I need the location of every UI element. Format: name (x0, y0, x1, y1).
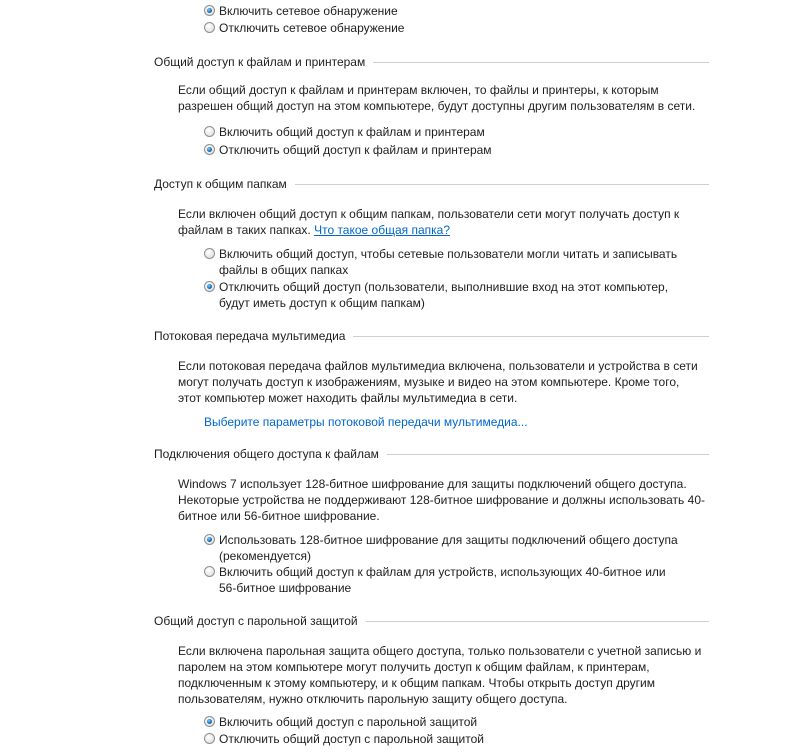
radio-label: Отключить общий доступ с парольной защитой (219, 732, 484, 746)
section-title: Подключения общего доступа к файлам (154, 447, 379, 461)
description-public-folder-sharing: Если включен общий доступ к общим папкам, пользователи сети могут получать доступ к файлам в таких папках. Что такое общая папка? (178, 207, 680, 237)
section-title: Потоковая передача мультимедиа (154, 329, 346, 343)
radio-disable-file-printer-sharing[interactable] (204, 142, 492, 158)
radio-enable-40-56bit-encryption[interactable] (204, 564, 666, 596)
radio-label: Включить общий доступ к файлам для устройств, использующих 40-битное или 56-битное шифрование (219, 565, 666, 595)
section-header-password-protected-sharing (154, 613, 709, 629)
radio-use-128bit-encryption[interactable] (204, 532, 678, 564)
radio-button-icon[interactable] (204, 22, 215, 33)
description-file-sharing-connections: Windows 7 использует 128-битное шифрование для защиты подключений общего доступа. Некоторые устройства не поддерживают 128-битное шифрование и должны использовать 40- битное или 56-битное шифрование. (178, 477, 705, 523)
radio-enable-public-folder-sharing[interactable] (204, 246, 677, 278)
radio-button-icon[interactable] (204, 126, 215, 137)
section-title: Общий доступ к файлам и принтерам (154, 55, 366, 69)
radio-button-icon[interactable] (204, 281, 215, 292)
radio-label: Включить общий доступ к файлам и принтерам (219, 125, 485, 139)
section-title: Общий доступ с парольной защитой (154, 614, 358, 628)
separator-line (353, 336, 709, 337)
radio-label: Отключить общий доступ (пользователи, выполнившие вход на этот компьютер, будут иметь доступ к общим папкам) (219, 280, 669, 310)
separator-line (373, 62, 709, 63)
radio-disable-network-discovery[interactable] (204, 20, 404, 36)
radio-label: Отключить общий доступ к файлам и принтерам (219, 143, 492, 157)
section-header-file-sharing-connections (154, 446, 709, 462)
radio-label: Отключить сетевое обнаружение (219, 21, 405, 35)
section-header-media-streaming (154, 328, 709, 344)
separator-line (366, 621, 709, 622)
radio-button-icon[interactable] (204, 716, 215, 727)
radio-label: Использовать 128-битное шифрование для защиты подключений общего доступа (рекомендуется) (219, 533, 678, 563)
radio-label: Включить общий доступ с парольной защитой (219, 715, 478, 729)
section-title: Доступ к общим папкам (154, 177, 287, 191)
radio-enable-file-printer-sharing[interactable] (204, 124, 485, 140)
radio-disable-password-protection[interactable] (204, 731, 484, 747)
section-header-file-printer-sharing (154, 54, 709, 70)
radio-label: Включить сетевое обнаружение (219, 4, 398, 18)
description-file-printer-sharing: Если общий доступ к файлам и принтерам включен, то файлы и принтеры, к которым разрешен общий доступ на этом компьютере, будут доступны другим пользователям в сети. (178, 83, 696, 113)
radio-button-icon[interactable] (204, 248, 215, 259)
separator-line (387, 454, 709, 455)
media-streaming-options-link[interactable]: Выберите параметры потоковой передачи мультимедиа... (204, 415, 528, 429)
what-is-public-folder-link[interactable]: Что такое общая папка? (314, 223, 451, 237)
radio-button-icon[interactable] (204, 566, 215, 577)
radio-button-icon[interactable] (204, 144, 215, 155)
separator-line (295, 184, 709, 185)
radio-disable-public-folder-sharing[interactable] (204, 279, 668, 311)
section-header-public-folder-sharing (154, 176, 709, 192)
radio-button-icon[interactable] (204, 733, 215, 744)
description-media-streaming: Если потоковая передача файлов мультимедиа включена, пользователи и устройства в сети могут получать доступ к изображениям, музыке и видео на этом компьютере. Кроме того, этот компьютер может находить файлы мультимедиа в сети. (178, 359, 698, 405)
description-password-protected-sharing: Если включена парольная защита общего доступа, только пользователи с учетной записью и паролем на этом компьютере могут получить доступ к общим файлам, к принтерам, подключенным к этому компьютеру, и к общим папкам. Чтобы открыть доступ другим пользователям, нужно отключить парольную защиту общего доступа. (178, 644, 702, 706)
radio-button-icon[interactable] (204, 5, 215, 16)
radio-enable-password-protection[interactable] (204, 714, 477, 730)
radio-label: Включить общий доступ, чтобы сетевые пользователи могли читать и записывать файлы в общих папках (219, 247, 678, 277)
radio-enable-network-discovery[interactable] (204, 3, 398, 19)
radio-button-icon[interactable] (204, 534, 215, 545)
